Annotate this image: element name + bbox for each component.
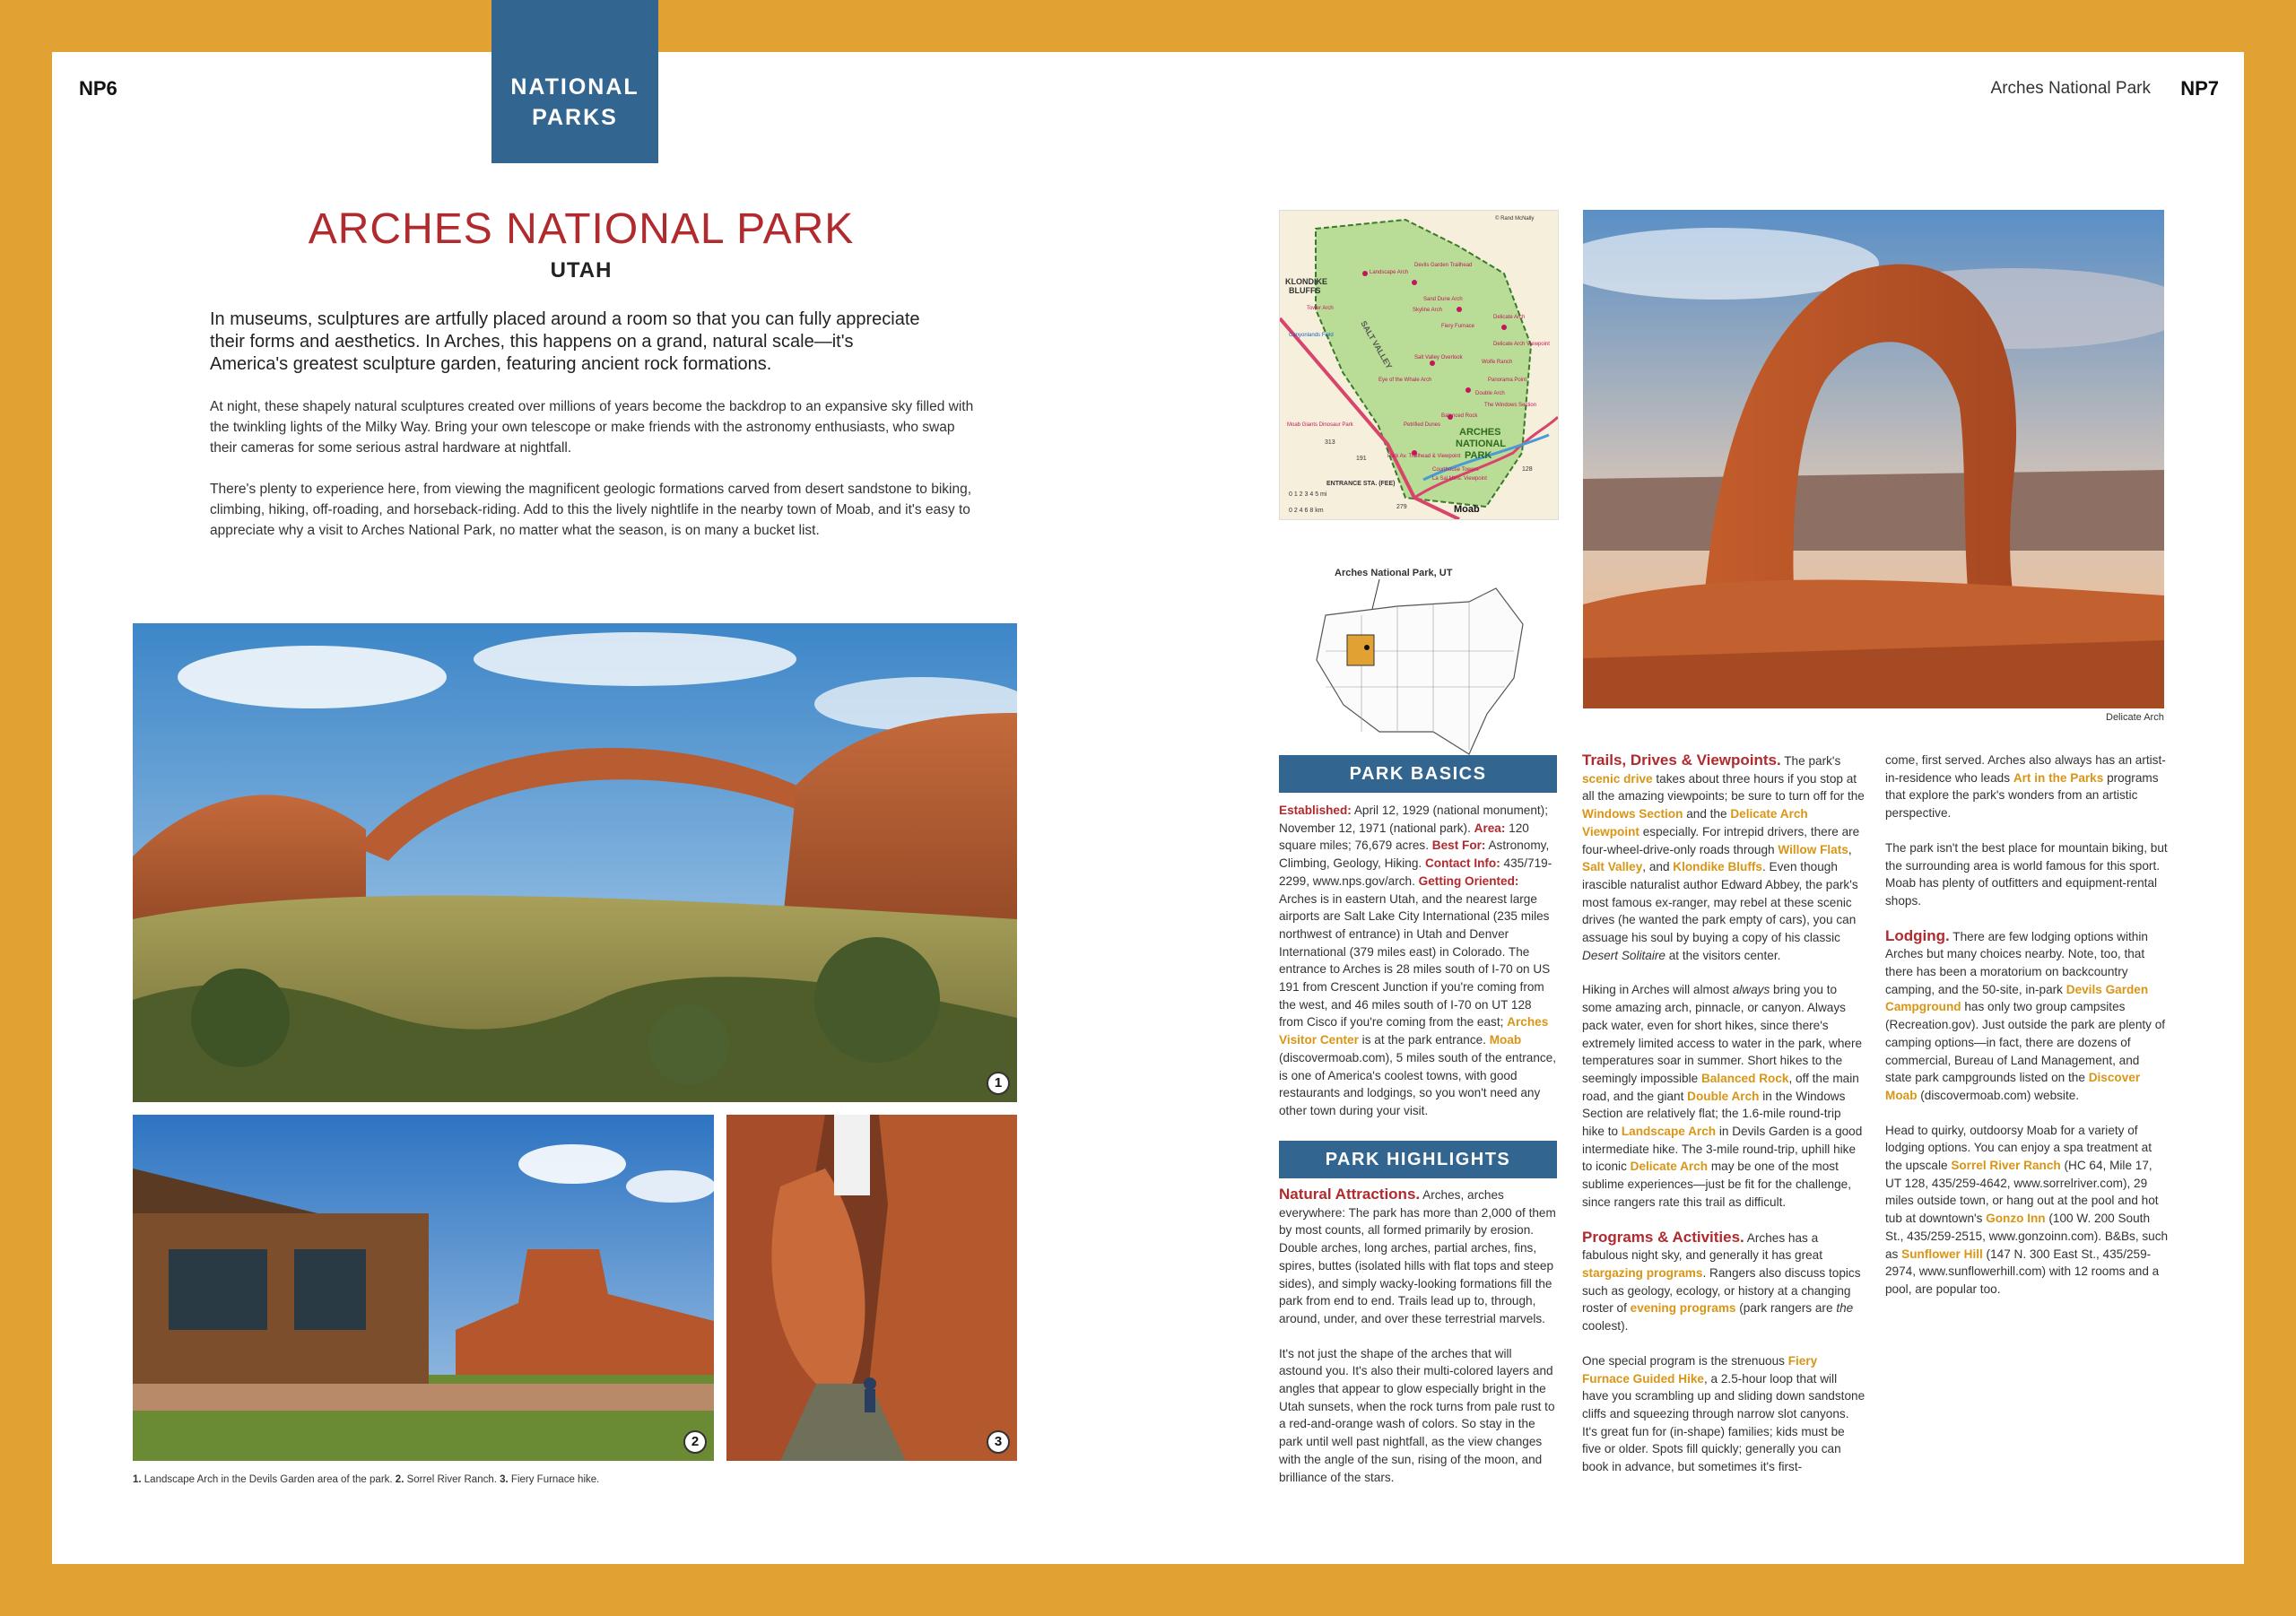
- article-subtitle: UTAH: [550, 258, 613, 282]
- map-label-salt-valley: SALT VALLEY: [1359, 319, 1395, 371]
- map-place-label: Panorama Point: [1488, 378, 1527, 383]
- map-place-label: Balanced Rock: [1441, 413, 1478, 419]
- map-place-label: Double Arch: [1475, 391, 1505, 396]
- map-place-label: Landscape Arch: [1370, 270, 1409, 275]
- intro-paragraph: There's plenty to experience here, from viewing the magnificent geologic formations carved from desert sandstone to biking, climbing, hiking, off-roading, and horseback-riding. Add to this the lively nightlife in the nearby town of Moab, and it's easy to appreciate why a visit to Arches National Park, no matter what the season, is on many a bucket list.: [210, 482, 972, 538]
- map-place-label: Skyline Arch: [1413, 308, 1443, 313]
- lodging-column: come, first served. Arches also always has an artist-in-residence who leads Art in the Parks programs that explore the park's wonders from an artistic perspective. The park isn't the best place for mountain biking, but the surrounding area is world famous for this sport. Moab has plenty of outfitters and equipment-rental shops. Lodging. There are few lodging options within Arches but many choices nearby. Note, too, that there has been a moratorium on backcountry camping, and the 50-site, in-park Devils Garden Campground has only two group campsites (Recreation.gov). Just outside the park are plenty of camping options—in fact, there are dozens of commercial, Bureau of Land Management, and state park campgrounds listed on the Discover Moab (discovermoab.com) website. Head to quirky, outdoorsy Moab for a variety of lodging options. You can enjoy a spa treatment at the upscale Sorrel River Ranch (HC 64, Mile 17, UT 128, 435/259-4642, www.sorrelriver.com), 29 miles outside town, or hang out at the pool and hot tub at downtown's Gonzo Inn (100 W. 200 South St., 435/259-2515, www.gonzoinn.com). B&Bs, such as Sunflower Hill (147 N. 300 East St., 435/259-2974, www.sunflowerhill.com) with 12 rooms and a pool, are popular too.: [1885, 753, 2169, 1296]
- map-park-label: ARCHES: [1459, 427, 1501, 438]
- map-route-shield: 313: [1325, 439, 1335, 446]
- map-route-shield: 191: [1356, 456, 1367, 462]
- trails-programs-column: Trails, Drives & Viewpoints. The park's scenic drive takes about three hours if you stop at all the amazing viewpoints; be sure to turn off for the Windows Section and the Delicate Arch Viewpoint especially. For intrepid drivers, there are four-wheel-drive-only roads through Willow Flats, Salt Valley, and Klondike Bluffs. Even though irascible naturalist author Edward Abbey, the park's most famous ex-ranger, may rebel at these scenic drives (he wanted the park empty of cars), you can assuage his soul by buying a copy of his classic Desert Solitaire at the visitors center. Hiking in Arches will almost always bring you to some amazing arch, pinnacle, or canyon. Always pack water, even for short hikes, since there's extremely limited access to water in the park, where temperatures soar in summer. Short hikes to the seemingly impossible Balanced Rock, off the main road, and the giant Double Arch in the Windows Section are relatively flat; the 1.6-mile round-trip hike to Landscape Arch in Devils Garden is a good intermediate hike. The 3-mile round-trip, uphill hike to iconic Delicate Arch may be one of the most sublime experiences—just be fit for the challenge, since rangers rate this trail as difficult. Programs & Activities. Arches has a fabulous night sky, and generally it has great stargazing programs. Rangers also discuss topics such as geology, ecology, or history at a changing roster of evening programs (park rangers are the coolest). One special program is the strenuous Fiery Furnace Guided Hike, a 2.5-hour loop that will have you scrambling up and sliding down sandstone cliffs and squeezing through narrow slot canyons. It's great fun for (in-shape) families; kids must be five or older. Spots fill quickly; generally you can book in advance, but sometimes it's first-: [1582, 752, 1866, 1474]
- map-scale: 0 2 4 6 8 km: [1289, 508, 1324, 514]
- map-route-shield: 279: [1396, 504, 1407, 510]
- map-place-label: Wolfe Ranch: [1482, 360, 1513, 365]
- map-place-label: Eye of the Whale Arch: [1378, 378, 1432, 383]
- map-place-label: La Sal Mtns. Viewpoint: [1432, 476, 1487, 482]
- map-park-label: PARK: [1465, 450, 1492, 461]
- map-place-label: Courthouse Towers: [1432, 467, 1479, 473]
- map-label-moab: Moab: [1454, 504, 1480, 515]
- map-label-entrance: ENTRANCE STA. (FEE): [1326, 481, 1396, 487]
- photo-number-badge: 1: [987, 1072, 1010, 1095]
- map-place-label: Salt Valley Overlook: [1414, 355, 1463, 361]
- map-scale: 0 1 2 3 4 5 mi: [1289, 491, 1327, 498]
- inset-map-label: Arches National Park, UT: [1335, 568, 1453, 578]
- us-locator-map: [1308, 561, 1541, 782]
- photo-caption: 1. Landscape Arch in the Devils Garden area of the park. 2. Sorrel River Ranch. 3. Fiery Furnace hike.: [133, 1474, 600, 1485]
- park-highlights-text: Natural Attractions. Arches, arches everywhere: The park has more than 2,000 of them by most counts, all formed primarily by erosion. Double arches, long arches, partial arches, fins, spires, buttes (isolated hills with flat tops and steep sides), and simply wacky-looking formations fill the park from end to end. Trails lead up to, through, around, under, and over these terrestrial marvels. It's not just the shape of the arches that will astound you. It's also their multi-colored layers and angles that appear to glow especially bright in the Utah sunsets, when the rock turns from pale rust to a red-and-orange wash of colors. So stay in the park until well past nightfall, as the view changes with the angle of the sun, rising of the moon, and brilliance of the stars.: [1279, 1186, 1556, 1484]
- article-title: ARCHES NATIONAL PARK: [308, 205, 855, 253]
- intro-lead: In museums, sculptures are artfully placed around a room so that you can fully appreciate their forms and aesthetics. In Arches, this happens on a grand, natural scale—it's America's greatest sculpture garden, featuring ancient rock formations.: [210, 309, 920, 374]
- map-credit: © Rand McNally: [1495, 216, 1535, 222]
- map-place-label: Delicate Arch Viewpoint: [1493, 342, 1550, 347]
- map-park-label: NATIONAL: [1456, 439, 1507, 449]
- photo-caption: Delicate Arch: [2106, 712, 2164, 723]
- photo-sorrel-river-ranch: [133, 1115, 714, 1461]
- map-place-label: Delicate Arch: [1493, 315, 1526, 320]
- map-place-label: Fiery Furnace: [1441, 324, 1475, 329]
- map-place-label: Moab Giants Dinosaur Park: [1287, 422, 1353, 428]
- park-basics-text: Established: April 12, 1929 (national monument); November 12, 1971 (national park). Area: 120 square miles; 76,679 acres. Best For: Astronomy, Climbing, Geology, Hiking. Contact Info: 435/719-2299, www.nps.gov/arch. Getting Oriented: Arches is in eastern Utah, and the nearest large airports are Salt Lake City International (235 miles northwest of entrance) in Utah and Denver International (379 miles east) in Colorado. The entrance to Arches is 28 miles south of I-70 on US 191 from Crescent Junction if you're coming from the west, and 46 miles south of I-70 on UT 128 from Cisco if you're coming from the east; Arches Visitor Center is at the park entrance. Moab (discovermoab.com), 5 miles south of the entrance, is one of America's coolest towns, with good restaurants and lodgings, so you won't need any other town during your visit.: [1279, 804, 1557, 1117]
- map-place-label: The Windows Section: [1484, 403, 1537, 408]
- map-label-klondike: KLONDIKE: [1285, 277, 1327, 286]
- photo-fiery-furnace: [726, 1115, 1017, 1461]
- park-highlights-heading: PARK HIGHLIGHTS: [1279, 1141, 1557, 1178]
- map-place-label: Devils Garden Trailhead: [1414, 263, 1473, 268]
- magazine-spread: [52, 52, 2244, 1564]
- map-place-label: Tower Arch: [1307, 306, 1334, 311]
- section-tab: NATIONAL PARKS: [491, 0, 658, 163]
- map-place-label: Canyonlands Field: [1289, 333, 1334, 338]
- page-number-left: NP6: [79, 77, 117, 100]
- map-place-label: Park Av. Trailhead & Viewpoint: [1387, 454, 1461, 459]
- map-place-label: Sand Dune Arch: [1423, 297, 1463, 302]
- map-route-shield: 128: [1522, 466, 1533, 473]
- map-place-label: Petrified Dunes: [1404, 422, 1441, 428]
- photo-number-badge: 3: [987, 1430, 1010, 1454]
- park-basics-heading: PARK BASICS: [1279, 755, 1557, 793]
- running-head: Arches National Park: [1990, 79, 2151, 98]
- photo-delicate-arch: [1583, 210, 2164, 708]
- page-number-right: NP7: [2180, 77, 2219, 100]
- map-label-bluffs: BLUFFS: [1289, 286, 1321, 295]
- park-area-map: [1279, 210, 1559, 520]
- photo-number-badge: 2: [683, 1430, 707, 1454]
- photo-landscape-arch: [133, 623, 1017, 1102]
- intro-paragraph: At night, these shapely natural sculptures created over millions of years become the backdrop to an expansive sky filled with the twinkling lights of the Milky Way. Bring your own telescope or make friends with the astronomy enthusiasts, who swap their cameras for some serious astral hardware at nightfall.: [210, 399, 974, 456]
